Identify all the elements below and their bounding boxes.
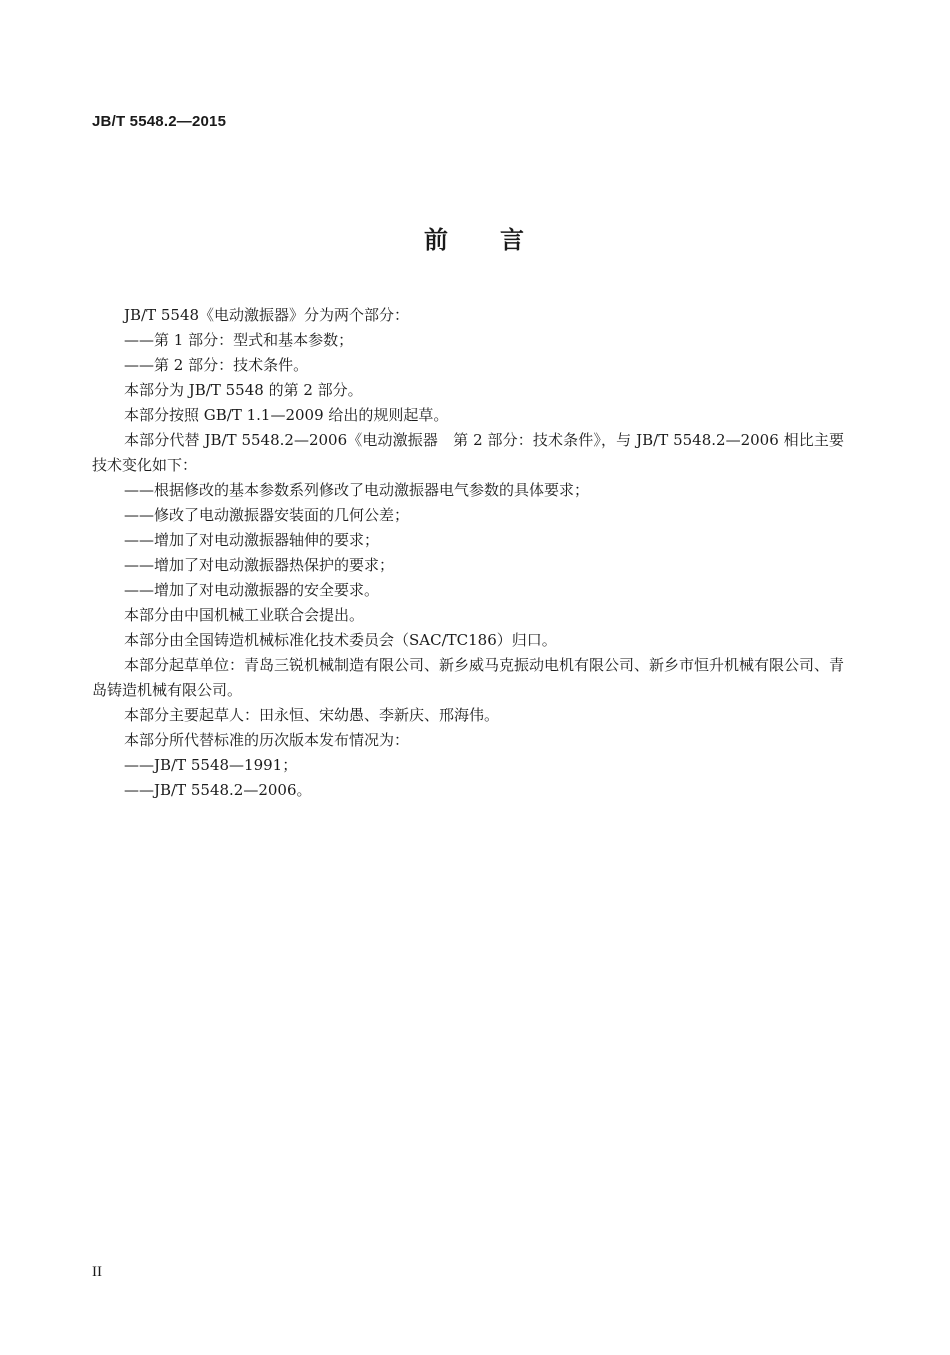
paragraph-change-2: ——修改了电动激振器安装面的几何公差； <box>124 506 410 524</box>
paragraph-part-1: ——第 1 部分：型式和基本参数； <box>124 331 354 349</box>
paragraph-parts-intro: JB/T 5548《电动激振器》分为两个部分： <box>124 306 410 324</box>
paragraph-committee: 本部分由全国铸造机械标准化技术委员会（SAC/TC186）归口。 <box>124 631 557 649</box>
foreword-body <box>92 303 844 803</box>
paragraph-drafters: 本部分主要起草人：田永恒、宋幼愚、李新庆、邢海伟。 <box>124 706 500 724</box>
page-number: II <box>92 1264 102 1280</box>
paragraph-history-2006: ——JB/T 5548.2—2006。 <box>124 781 312 799</box>
paragraph-change-1: ——根据修改的基本参数系列修改了电动激振器电气参数的具体要求； <box>124 481 590 499</box>
standard-code: JB/T 5548.2—2015 <box>92 113 227 130</box>
paragraph-proposer: 本部分由中国机械工业联合会提出。 <box>124 606 365 624</box>
paragraph-part-2: ——第 2 部分：技术条件。 <box>124 356 309 374</box>
paragraph-history-1991: ——JB/T 5548—1991； <box>124 756 298 774</box>
paragraph-this-part: 本部分为 JB/T 5548 的第 2 部分。 <box>124 381 363 399</box>
paragraph-change-3: ——增加了对电动激振器轴伸的要求； <box>124 531 380 549</box>
paragraph-history-intro: 本部分所代替标准的历次版本发布情况为： <box>124 731 410 749</box>
page-title <box>0 220 950 255</box>
title-char-1: 前 <box>424 226 450 254</box>
paragraph-change-5: ——增加了对电动激振器的安全要求。 <box>124 581 380 599</box>
paragraph-change-4: ——增加了对电动激振器热保护的要求； <box>124 556 395 574</box>
paragraph-drafting-rules: 本部分按照 GB/T 1.1—2009 给出的规则起草。 <box>124 406 449 424</box>
paragraph-replaces: 本部分代替 JB/T 5548.2—2006《电动激振器 第 2 部分：技术条件》，与 JB/T 5548.2—2006 相比主要技术变化如下： <box>92 431 844 474</box>
title-char-2: 言 <box>500 226 526 254</box>
paragraph-drafting-units: 本部分起草单位：青岛三锐机械制造有限公司、新乡威马克振动电机有限公司、新乡市恒升机械有限公司、青岛铸造机械有限公司。 <box>92 656 845 699</box>
